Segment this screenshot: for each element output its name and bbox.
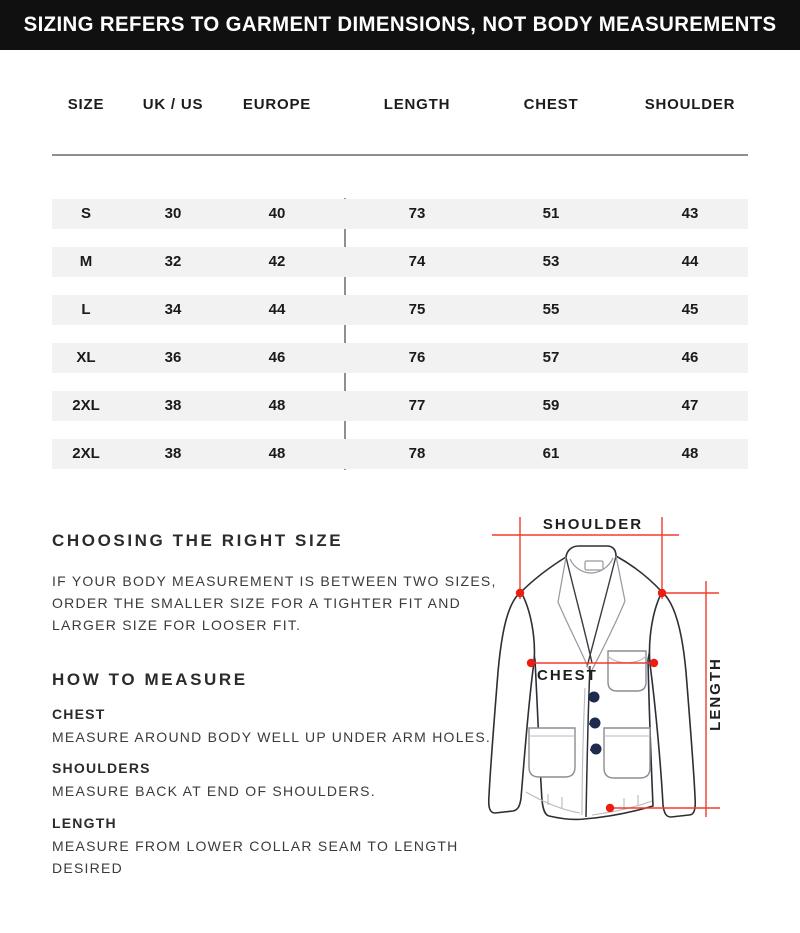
cell-chest: 61 [542, 445, 560, 462]
chest-left-dot [527, 659, 535, 667]
cell-shoulder: 48 [681, 445, 699, 462]
cell-uk-us: 38 [164, 445, 182, 462]
jacket-right-sleeve [650, 592, 696, 817]
shoulder-left-dot [516, 589, 524, 597]
table-row [52, 343, 748, 373]
col-header-shoulder: SHOULDER [644, 96, 736, 113]
col-header-size: SIZE [67, 96, 105, 113]
table-row [52, 295, 748, 325]
cell-size: 2XL [72, 397, 100, 414]
jacket-left-sleeve [489, 592, 535, 813]
button [590, 718, 600, 728]
length-label: LENGTH [707, 657, 724, 731]
cell-shoulder: 46 [681, 349, 699, 366]
paragraph-line: MEASURE BACK AT END OF SHOULDERS. [52, 783, 376, 799]
cell-shoulder: 45 [681, 301, 699, 318]
chest-right-dot [650, 659, 658, 667]
cell-shoulder: 47 [681, 397, 699, 414]
paragraph-line: LARGER SIZE FOR LOOSER FIT. [52, 617, 302, 633]
choosing-size-heading: CHOOSING THE RIGHT SIZE [52, 531, 344, 550]
paragraph-line: DESIRED [52, 860, 123, 876]
cell-shoulder: 44 [681, 253, 699, 270]
left-patch-pocket [529, 728, 575, 777]
button [591, 744, 601, 754]
cell-europe: 40 [268, 205, 286, 222]
cell-size: M [79, 253, 93, 270]
col-header-chest: CHEST [523, 96, 579, 113]
cell-length: 77 [408, 397, 426, 414]
paragraph-line: ORDER THE SMALLER SIZE FOR A TIGHTER FIT AND [52, 595, 461, 611]
paragraph-line: MEASURE FROM LOWER COLLAR SEAM TO LENGTH [52, 838, 459, 854]
measure-length-desc [52, 835, 459, 879]
measure-chest-term: CHEST [52, 706, 106, 722]
hanging-loop [585, 561, 603, 570]
shoulder-right-dot [658, 589, 666, 597]
table-row [52, 199, 748, 229]
cell-uk-us: 34 [164, 301, 182, 318]
cell-shoulder: 43 [681, 205, 699, 222]
table-row [52, 247, 748, 277]
cell-europe: 48 [268, 445, 286, 462]
cell-uk-us: 32 [164, 253, 182, 270]
col-header-uk-us: UK / US [142, 96, 204, 113]
cell-length: 78 [408, 445, 426, 462]
jacket-measurement-diagram [460, 495, 800, 830]
cell-size: 2XL [72, 445, 100, 462]
cell-uk-us: 36 [164, 349, 182, 366]
choosing-size-paragraph [52, 570, 497, 636]
chest-pocket [608, 651, 646, 691]
cell-chest: 59 [542, 397, 560, 414]
table-row [52, 391, 748, 421]
cell-size: L [81, 301, 91, 318]
cell-chest: 53 [542, 253, 560, 270]
cell-europe: 44 [268, 301, 286, 318]
cell-uk-us: 30 [164, 205, 182, 222]
cell-length: 73 [408, 205, 426, 222]
measure-shoulders-desc [52, 780, 376, 802]
sizing-disclaimer-text: SIZING REFERS TO GARMENT DIMENSIONS, NOT BODY MEASUREMENTS [23, 13, 777, 36]
cell-europe: 48 [268, 397, 286, 414]
shoulder-label: SHOULDER [542, 516, 644, 533]
cell-length: 74 [408, 253, 426, 270]
chest-label: CHEST [537, 667, 598, 684]
table-header-rule [52, 154, 748, 156]
sizing-disclaimer-banner [0, 0, 800, 50]
cell-chest: 57 [542, 349, 560, 366]
hem-dot [606, 804, 614, 812]
cell-europe: 42 [268, 253, 286, 270]
cell-chest: 55 [542, 301, 560, 318]
cell-length: 76 [408, 349, 426, 366]
measure-chest-desc [52, 726, 491, 748]
cell-size: S [80, 205, 92, 222]
col-header-length: LENGTH [383, 96, 451, 113]
measure-length-term: LENGTH [52, 815, 117, 831]
cell-length: 75 [408, 301, 426, 318]
cell-europe: 46 [268, 349, 286, 366]
table-row [52, 439, 748, 469]
cell-chest: 51 [542, 205, 560, 222]
paragraph-line: MEASURE AROUND BODY WELL UP UNDER ARM HOLES. [52, 729, 492, 745]
paragraph-line: IF YOUR BODY MEASUREMENT IS BETWEEN TWO SIZES, [52, 573, 497, 589]
measure-shoulders-term: SHOULDERS [52, 760, 151, 776]
col-header-europe: EUROPE [242, 96, 312, 113]
table-column-divider [344, 198, 346, 470]
cell-uk-us: 38 [164, 397, 182, 414]
cell-size: XL [76, 349, 96, 366]
button [589, 692, 599, 702]
how-to-measure-heading: HOW TO MEASURE [52, 670, 248, 689]
